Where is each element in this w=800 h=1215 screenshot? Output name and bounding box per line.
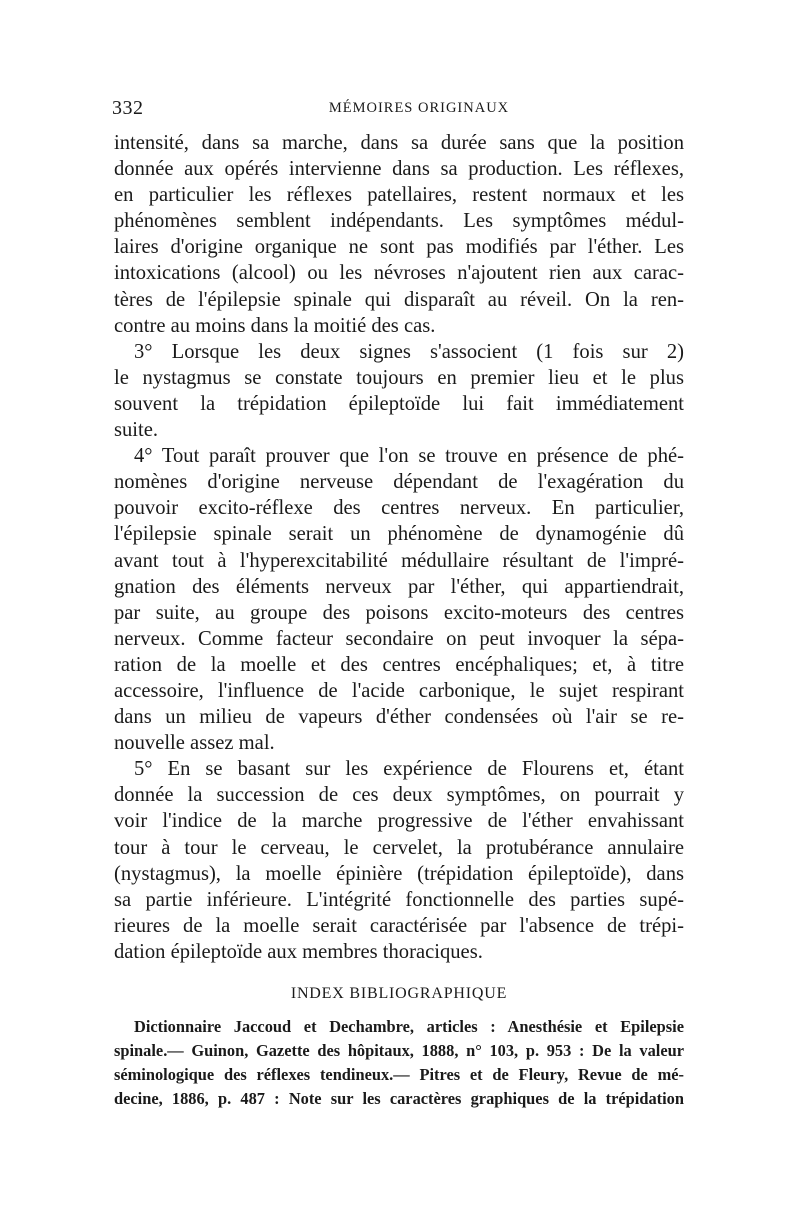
text-line: 5° En se basant sur les expérience de Flourens et, étant [134, 758, 684, 781]
paragraph [114, 756, 684, 965]
text-line: rieures de la moelle serait caractérisée par l'absence de trépi- [114, 914, 684, 937]
bibliography-line: Dictionnaire Jaccoud et Dechambre, articles : Anesthésie et Epilepsie [134, 1017, 684, 1037]
text-line: contre au moins dans la moitié des cas. [114, 314, 436, 337]
text-line: dation épileptoïde aux membres thoraciques. [114, 940, 483, 963]
text-line: avant tout à l'hyperexcitabilité médullaire résultant de l'impré- [114, 549, 684, 572]
text-line: ration de la moelle et des centres encéphaliques; et, à titre [114, 653, 684, 676]
text-line: intensité, dans sa marche, dans sa durée sans que la position [114, 132, 684, 154]
text-line: donnée aux opérés intervienne dans sa production. Les réflexes, [114, 158, 684, 181]
body-text [114, 130, 684, 1111]
text-line: par suite, au groupe des poisons excito-moteurs des centres [114, 601, 684, 624]
text-line: intoxications (alcool) ou les névroses n'ajoutent rien aux carac- [114, 262, 684, 285]
text-line: nouvelle assez mal. [114, 732, 275, 755]
paragraph [114, 339, 684, 443]
text-line: phénomènes semblent indépendants. Les symptômes médul- [114, 210, 684, 233]
page-number: 332 [112, 97, 144, 119]
text-line: dans un milieu de vapeurs d'éther condensées où l'air se re- [114, 706, 684, 729]
text-line: nomènes d'origine nerveuse dépendant de l'exagération du [114, 471, 684, 494]
text-line: tères de l'épilepsie spinale qui disparaît au réveil. On la ren- [114, 288, 684, 311]
text-line: pouvoir excito-réflexe des centres nerveux. En particulier, [114, 497, 684, 520]
bibliography-line: séminologique des réflexes tendineux.— Pitres et de Fleury, Revue de mé- [114, 1065, 684, 1085]
paragraph [114, 443, 684, 756]
text-line: le nystagmus se constate toujours en premier lieu et le plus [114, 366, 684, 389]
text-line: nerveux. Comme facteur secondaire on peut invoquer la sépa- [114, 627, 684, 650]
index-title: INDEX BIBLIOGRAPHIQUE [290, 985, 508, 1002]
text-line: donnée la succession de ces deux symptômes, on pourrait y [114, 784, 684, 807]
text-line: voir l'indice de la marche progressive de l'éther envahissant [114, 810, 684, 833]
text-line: accessoire, l'influence de l'acide carbonique, le sujet respirant [114, 679, 684, 702]
text-line: laires d'origine organique ne sont pas modifiés par l'éther. Les [114, 236, 684, 259]
text-line: tour à tour le cerveau, le cervelet, la protubérance annulaire [114, 836, 684, 859]
bibliography [114, 1015, 684, 1111]
text-line: gnation des éléments nerveux par l'éther, qui appartiendrait, [114, 575, 684, 598]
text-line: (nystagmus), la moelle épinière (trépidation épileptoïde), dans [114, 862, 684, 885]
text-line: sa partie inférieure. L'intégrité fonctionnelle des parties supé- [114, 888, 684, 911]
bibliography-line: spinale.— Guinon, Gazette des hôpitaux, 1888, n° 103, p. 953 : De la valeur [114, 1041, 684, 1061]
text-line: suite. [114, 419, 159, 442]
bibliography-line: decine, 1886, p. 487 : Note sur les caractères graphiques de la trépidation [114, 1089, 684, 1109]
text-line: l'épilepsie spinale serait un phénomène de dynamogénie dû [114, 523, 684, 546]
running-title: MÉMOIRES ORIGINAUX [328, 100, 510, 116]
paragraph [114, 130, 684, 339]
page-header [112, 97, 686, 123]
text-line: 4° Tout paraît prouver que l'on se trouve en présence de phé- [134, 445, 684, 468]
text-line: 3° Lorsque les deux signes s'associent (1 fois sur 2) [134, 340, 684, 363]
text-line: souvent la trépidation épileptoïde lui fait immédiatement [114, 392, 684, 415]
text-line: en particulier les réflexes patellaires, restent normaux et les [114, 184, 684, 207]
